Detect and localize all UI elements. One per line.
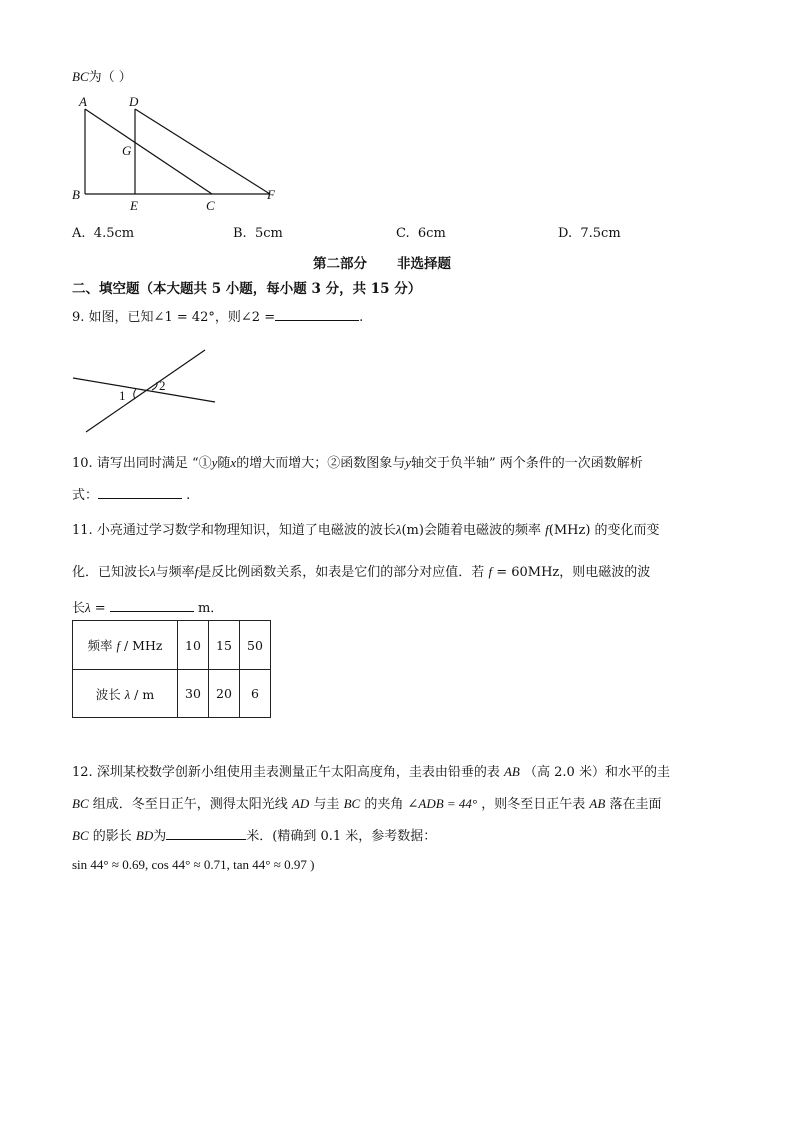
q8-triangle-figure [60,88,360,218]
q8-segment-ac [85,109,212,194]
table-cell: 50 [240,621,271,670]
q9-text: 如图，已知∠1 = 42°，则∠2 = [88,310,276,325]
q8-option-c[interactable]: C. 6cm [396,226,446,241]
q12-reference-data: sin 44° ≈ 0.69, cos 44° ≈ 0.71, tan 44° ≈ 0.97 ) [72,857,315,872]
q12-number: 12. [72,765,93,780]
q8-var-bc: BC [72,69,89,84]
q8-label-g: G [122,143,132,158]
q8-option-b[interactable]: B. 5cm [233,226,283,241]
table-cell: 10 [178,621,209,670]
q8-option-d[interactable]: D. 7.5cm [558,226,621,241]
table-row [73,670,271,718]
q11-line2: 化．已知波长λ与频率f是反比例函数关系，如表是它们的部分对应值．若 f = 60MHz，则电磁波的波 [72,564,651,580]
q12-answer-blank[interactable] [166,825,246,840]
q8-option-a[interactable]: A. 4.5cm [72,226,135,241]
q8-label-f: F [267,187,275,202]
q11-number: 11. [72,523,93,538]
table-cell: 15 [209,621,240,670]
q9-label-2: 2 [159,378,166,393]
section2-heading: 二、填空题（本大题共 5 小题，每小题 3 分，共 15 分） [72,281,422,297]
part2-title: 第二部分 非选择题 [313,256,451,272]
q8-label-d: D [129,94,139,109]
q11-answer-blank[interactable] [110,597,194,612]
table-header-wavelength: 波长 λ / m [73,670,178,718]
q8-label-a: A [79,94,87,109]
q12-line3: BC 的影长 BD为 米．(精确到 0.1 米，参考数据： [72,825,436,844]
q9-line-diagonal [86,350,205,432]
q9-number: 9. [72,310,85,325]
table-row [73,621,271,670]
q8-stem-text: 为（ ） [88,70,132,85]
q8-label-c: C [206,198,215,213]
q8-segment-df [135,109,270,194]
q10-number: 10. [72,456,93,471]
q10-line2: 式： . [72,484,190,503]
q11-frequency-table [72,620,271,718]
q8-label-b: B [72,187,80,202]
q11-line1: 11. 小亮通过学习数学和物理知识，知道了电磁波的波长λ(m)会随着电磁波的频率 f(MHz) 的变化而变 [72,522,660,538]
table-cell: 20 [209,670,240,718]
q8-label-e: E [130,198,138,213]
q10-answer-blank[interactable] [98,484,182,499]
q9-label-1: 1 [119,388,126,403]
table-header-frequency: 频率 f / MHz [73,621,178,670]
q9-lines-figure [70,347,230,437]
q11-line3: 长λ = m． [72,597,223,616]
table-cell: 6 [240,670,271,718]
q10-line1: 10. 请写出同时满足 “①y随x的增大而增大；②函数图象与y轴交于负半轴” 两个条件的一次函数解析 [72,455,643,471]
q9-answer-blank[interactable] [275,306,359,321]
q9-stem: 9. 如图，已知∠1 = 42°，则∠2 = . [72,306,363,325]
q9-line-horizontal [73,378,215,402]
q12-line2: BC 组成．冬至日正午，测得太阳光线 AD 与圭 BC 的夹角 ∠ADB = 44° ，则冬至日正午表 AB 落在圭面 [72,796,662,812]
table-cell: 30 [178,670,209,718]
q12-line1: 12. 深圳某校数学创新小组使用圭表测量正午太阳高度角，圭表由铅垂的表 AB （高 2.0 米）和水平的圭 [72,764,670,780]
q8-stem-tail [72,66,132,85]
